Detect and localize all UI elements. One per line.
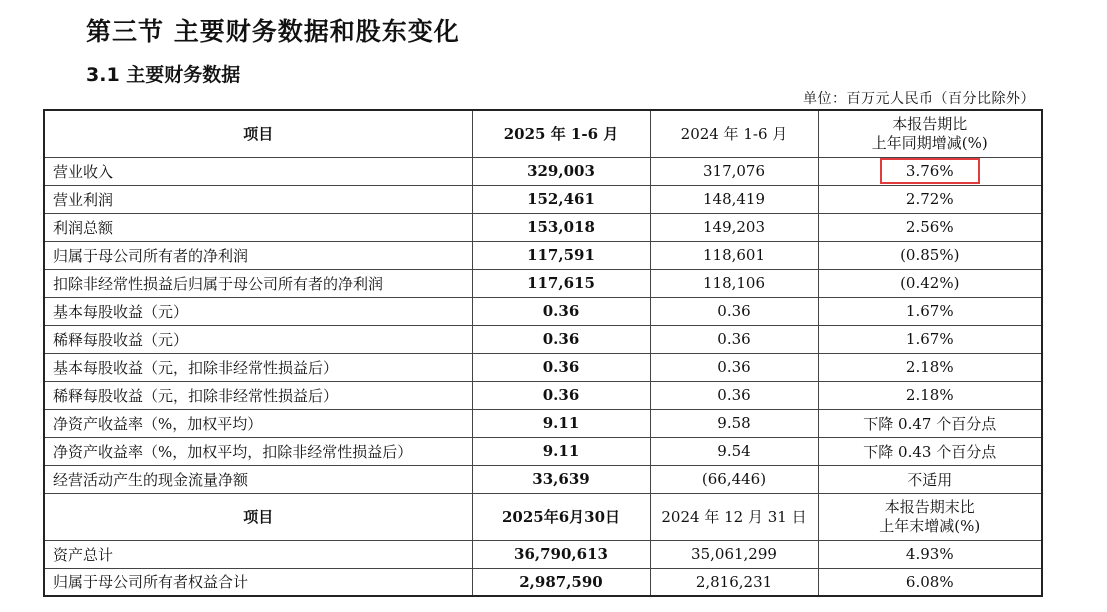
table-row [44, 353, 1042, 381]
row-change-value: 6.08% [818, 568, 1042, 596]
table-row [44, 241, 1042, 269]
row-current-value: 117,591 [472, 241, 650, 269]
table-row [44, 185, 1042, 213]
row-prior-value: 148,419 [650, 185, 818, 213]
table-row [44, 297, 1042, 325]
table-row [44, 325, 1042, 353]
table-row [44, 381, 1042, 409]
table-row [44, 409, 1042, 437]
table-row [44, 269, 1042, 297]
row-change-value: 2.56% [818, 213, 1042, 241]
row-change-value: 下降 0.43 个百分点 [818, 437, 1042, 465]
row-item-label: 净资产收益率（%，加权平均） [44, 409, 472, 437]
row-prior-value: 0.36 [650, 297, 818, 325]
row-change-value: 1.67% [818, 325, 1042, 353]
row-change-value [818, 157, 1042, 185]
unit-note: 单位：百万元人民币（百分比除外） [803, 91, 1035, 107]
table-header-row [44, 110, 1042, 157]
header-current-period: 2025 年 1-6 月 [472, 110, 650, 157]
row-current-value: 36,790,613 [472, 540, 650, 568]
row-prior-value: 9.54 [650, 437, 818, 465]
row-current-value: 0.36 [472, 381, 650, 409]
row-item-label: 归属于母公司所有者权益合计 [44, 568, 472, 596]
row-prior-value: 118,601 [650, 241, 818, 269]
row-change-value: (0.42%) [818, 269, 1042, 297]
row-item-label: 营业收入 [44, 157, 472, 185]
header2-change-line1: 本报告期末比 [884, 497, 975, 516]
row-change-value: 2.72% [818, 185, 1042, 213]
row-change-value: 下降 0.47 个百分点 [818, 409, 1042, 437]
row-current-value: 117,615 [472, 269, 650, 297]
row-prior-value: 0.36 [650, 325, 818, 353]
header2-change [818, 493, 1042, 540]
row-item-label: 经营活动产生的现金流量净额 [44, 465, 472, 493]
row-change-value: 不适用 [818, 465, 1042, 493]
row-current-value: 2,987,590 [472, 568, 650, 596]
header2-item: 项目 [44, 493, 472, 540]
row-prior-value: 317,076 [650, 157, 818, 185]
financial-data-table [43, 109, 1043, 597]
row-item-label: 净资产收益率（%，加权平均，扣除非经常性损益后） [44, 437, 472, 465]
section-title: 第三节 主要财务数据和股东变化 [86, 17, 460, 46]
row-current-value: 0.36 [472, 353, 650, 381]
row-current-value: 0.36 [472, 297, 650, 325]
row-item-label: 基本每股收益（元） [44, 297, 472, 325]
highlight-box: 3.76% [880, 158, 980, 184]
header2-change-line2: 上年末增减(%) [879, 516, 981, 535]
row-prior-value: (66,446) [650, 465, 818, 493]
row-change-value: 4.93% [818, 540, 1042, 568]
table-row [44, 213, 1042, 241]
row-current-value: 9.11 [472, 437, 650, 465]
header2-current-date: 2025年6月30日 [472, 493, 650, 540]
row-prior-value: 35,061,299 [650, 540, 818, 568]
table-row [44, 437, 1042, 465]
row-item-label: 营业利润 [44, 185, 472, 213]
row-current-value: 329,003 [472, 157, 650, 185]
row-prior-value: 118,106 [650, 269, 818, 297]
row-prior-value: 0.36 [650, 381, 818, 409]
row-item-label: 归属于母公司所有者的净利润 [44, 241, 472, 269]
row-change-value: 2.18% [818, 353, 1042, 381]
header-change [818, 110, 1042, 157]
row-prior-value: 2,816,231 [650, 568, 818, 596]
row-item-label: 资产总计 [44, 540, 472, 568]
header-change-line1: 本报告期比 [892, 114, 968, 133]
subsection-title: 3.1 主要财务数据 [86, 64, 241, 86]
row-prior-value: 0.36 [650, 353, 818, 381]
table-row [44, 465, 1042, 493]
row-current-value: 33,639 [472, 465, 650, 493]
row-current-value: 153,018 [472, 213, 650, 241]
row-change-value: 2.18% [818, 381, 1042, 409]
header2-prior-date: 2024 年 12 月 31 日 [650, 493, 818, 540]
row-change-value: 1.67% [818, 297, 1042, 325]
header-change-line2: 上年同期增减(%) [871, 133, 988, 152]
row-prior-value: 9.58 [650, 409, 818, 437]
row-current-value: 152,461 [472, 185, 650, 213]
row-change-value: (0.85%) [818, 241, 1042, 269]
row-item-label: 基本每股收益（元，扣除非经常性损益后） [44, 353, 472, 381]
table-row [44, 568, 1042, 596]
row-item-label: 稀释每股收益（元） [44, 325, 472, 353]
table-header-row-2 [44, 493, 1042, 540]
row-prior-value: 149,203 [650, 213, 818, 241]
row-item-label: 扣除非经常性损益后归属于母公司所有者的净利润 [44, 269, 472, 297]
row-current-value: 9.11 [472, 409, 650, 437]
row-item-label: 稀释每股收益（元，扣除非经常性损益后） [44, 381, 472, 409]
row-item-label: 利润总额 [44, 213, 472, 241]
header-prior-period: 2024 年 1-6 月 [650, 110, 818, 157]
header-item: 项目 [44, 110, 472, 157]
table-row [44, 157, 1042, 185]
table-row [44, 540, 1042, 568]
row-current-value: 0.36 [472, 325, 650, 353]
